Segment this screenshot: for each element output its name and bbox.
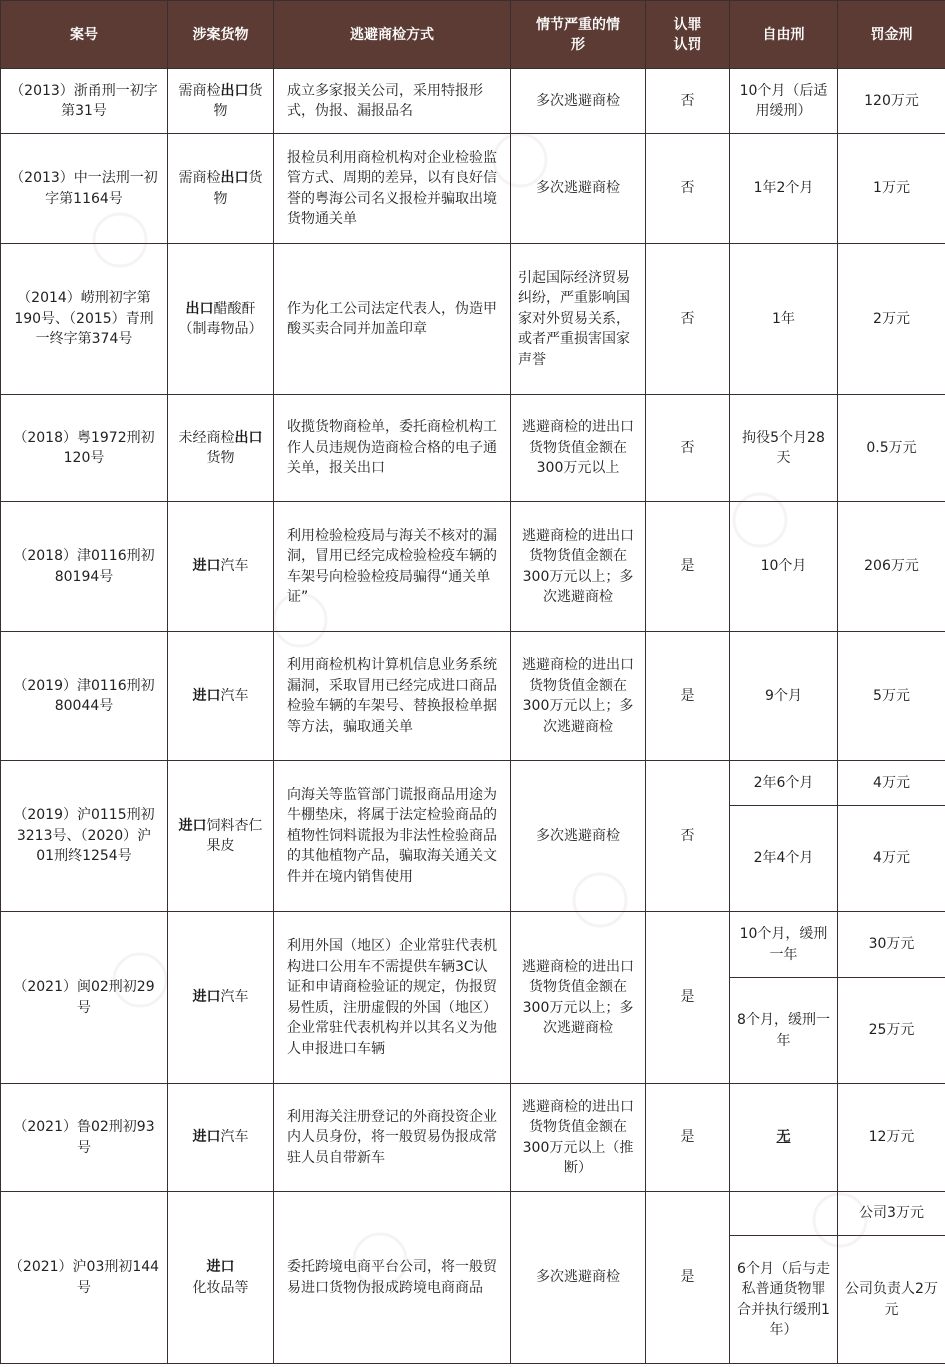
case-no-cell: （2018）津0116刑初80194号: [1, 502, 168, 632]
plea-cell: 否: [646, 244, 730, 395]
fine-cell: 120万元: [838, 69, 945, 134]
case-no-cell: （2019）沪0115刑初3213号、（2020）沪01刑终1254号: [1, 761, 168, 912]
method-cell: 利用海关注册登记的外商投资企业内人员身份，将一般贸易伪报成常驻人员自带新车: [274, 1084, 511, 1192]
plea-cell: 否: [646, 395, 730, 502]
prison-cell: 10个月，缓刑一年: [730, 912, 838, 978]
goods-cell: 进口汽车: [168, 912, 274, 1084]
plea-cell: 是: [646, 632, 730, 761]
goods-cell: 未经商检出口货物: [168, 395, 274, 502]
method-cell: 利用检验检疫局与海关不核对的漏洞，冒用已经完成检验检疫车辆的车架号向检验检疫局骗得“通关单证”: [274, 502, 511, 632]
method-cell: 成立多家报关公司，采用特报形式，伪报、漏报品名: [274, 69, 511, 134]
case-no-cell: （2021）鲁02刑初93号: [1, 1084, 168, 1192]
case-no-cell: （2013）中一法刑一初字第1164号: [1, 134, 168, 244]
table-row: [1, 134, 945, 244]
goods-cell: 进口汽车: [168, 632, 274, 761]
case-no-cell: （2013）浙甬刑一初字第31号: [1, 69, 168, 134]
table-row: [1, 632, 945, 761]
case-no-cell: （2014）崂刑初字第190号、（2015）青刑一终字第374号: [1, 244, 168, 395]
table-row: [1, 244, 945, 395]
fine-cell: 25万元: [838, 978, 945, 1084]
method-cell: 作为化工公司法定代表人，伪造甲酸买卖合同并加盖印章: [274, 244, 511, 395]
table-row: [1, 761, 945, 806]
fine-cell: 5万元: [838, 632, 945, 761]
prison-cell: 2年6个月: [730, 761, 838, 806]
header-plea: 认罪认罚: [646, 1, 730, 69]
plea-cell: 否: [646, 761, 730, 912]
prison-cell: 10个月: [730, 502, 838, 632]
fine-cell: 4万元: [838, 806, 945, 912]
header-serious: 情节严重的情形: [511, 1, 646, 69]
table-row: [1, 912, 945, 978]
case-no-cell: （2021）闽02刑初29号: [1, 912, 168, 1084]
goods-cell: 进口饲料杏仁果皮: [168, 761, 274, 912]
serious-cell: 引起国际经济贸易纠纷，严重影响国家对外贸易关系，或者严重损害国家声誉: [511, 244, 646, 395]
table-row: [1, 502, 945, 632]
fine-cell: 30万元: [838, 912, 945, 978]
fine-cell: 2万元: [838, 244, 945, 395]
method-cell: 利用商检机构计算机信息业务系统漏洞，采取冒用已经完成进口商品检验车辆的车架号、替换报检单据等方法，骗取通关单: [274, 632, 511, 761]
prison-cell: 1年2个月: [730, 134, 838, 244]
prison-cell: 9个月: [730, 632, 838, 761]
goods-cell: 进口汽车: [168, 1084, 274, 1192]
table-row: [1, 69, 945, 134]
case-no-cell: （2018）粤1972刑初120号: [1, 395, 168, 502]
table-row: [1, 1192, 945, 1236]
plea-cell: 是: [646, 502, 730, 632]
plea-cell: 是: [646, 912, 730, 1084]
method-cell: 委托跨境电商平台公司，将一般贸易进口货物伪报成跨境电商商品: [274, 1192, 511, 1364]
header-row: [1, 1, 945, 69]
prison-cell: 8个月，缓刑一年: [730, 978, 838, 1084]
prison-cell: 2年4个月: [730, 806, 838, 912]
header-goods: 涉案货物: [168, 1, 274, 69]
plea-cell: 是: [646, 1192, 730, 1364]
goods-cell: 需商检出口货物: [168, 69, 274, 134]
header-prison: 自由刑: [730, 1, 838, 69]
case-no-cell: （2019）津0116刑初80044号: [1, 632, 168, 761]
serious-cell: 多次逃避商检: [511, 69, 646, 134]
fine-cell: 4万元: [838, 761, 945, 806]
fine-cell: 公司负责人2万元: [838, 1236, 945, 1364]
method-cell: 利用外国（地区）企业常驻代表机构进口公用车不需提供车辆3C认证和申请商检验证的规定，伪报贸易性质，注册虚假的外国（地区）企业常驻代表机构并以其名义为他人申报进口车辆: [274, 912, 511, 1084]
fine-cell: 0.5万元: [838, 395, 945, 502]
prison-cell: 无: [730, 1084, 838, 1192]
method-cell: 报检员利用商检机构对企业检验监管方式、周期的差异，以有良好信誉的粤海公司名义报检并骗取出境货物通关单: [274, 134, 511, 244]
prison-cell: 10个月（后适用缓刑）: [730, 69, 838, 134]
goods-cell: 需商检出口货物: [168, 134, 274, 244]
prison-cell: 拘役5个月28天: [730, 395, 838, 502]
table-row: [1, 395, 945, 502]
method-cell: 向海关等监管部门谎报商品用途为牛棚垫床，将属于法定检验商品的植物性饲料谎报为非法性检验商品的其他植物产品，骗取海关通关文件并在境内销售使用: [274, 761, 511, 912]
method-cell: 收揽货物商检单，委托商检机构工作人员违规伪造商检合格的电子通关单，报关出口: [274, 395, 511, 502]
plea-cell: 否: [646, 134, 730, 244]
goods-cell: 进口汽车: [168, 502, 274, 632]
prison-cell-empty: [730, 1192, 838, 1236]
fine-cell: 1万元: [838, 134, 945, 244]
serious-cell: 逃避商检的进出口货物货值金额在300万元以上；多次逃避商检: [511, 912, 646, 1084]
case-no-cell: （2021）沪03刑初144号: [1, 1192, 168, 1364]
serious-cell: 逃避商检的进出口货物货值金额在300万元以上；多次逃避商检: [511, 502, 646, 632]
serious-cell: 多次逃避商检: [511, 134, 646, 244]
header-method: 逃避商检方式: [274, 1, 511, 69]
goods-cell: 进口 化妆品等: [168, 1192, 274, 1364]
table-row: [1, 1084, 945, 1192]
serious-cell: 多次逃避商检: [511, 1192, 646, 1364]
serious-cell: 逃避商检的进出口货物货值金额在300万元以上；多次逃避商检: [511, 632, 646, 761]
header-case-no: 案号: [1, 1, 168, 69]
prison-cell: 1年: [730, 244, 838, 395]
serious-cell: 多次逃避商检: [511, 761, 646, 912]
plea-cell: 否: [646, 69, 730, 134]
plea-cell: 是: [646, 1084, 730, 1192]
header-fine: 罚金刑: [838, 1, 945, 69]
fine-cell: 206万元: [838, 502, 945, 632]
prison-cell: 6个月（后与走私普通货物罪合并执行缓刑1年）: [730, 1236, 838, 1364]
fine-cell: 12万元: [838, 1084, 945, 1192]
goods-cell: 出口醋酸酐（制毒物品）: [168, 244, 274, 395]
serious-cell: 逃避商检的进出口货物货值金额在300万元以上: [511, 395, 646, 502]
fine-cell: 公司3万元: [838, 1192, 945, 1236]
serious-cell: 逃避商检的进出口货物货值金额在300万元以上（推断）: [511, 1084, 646, 1192]
